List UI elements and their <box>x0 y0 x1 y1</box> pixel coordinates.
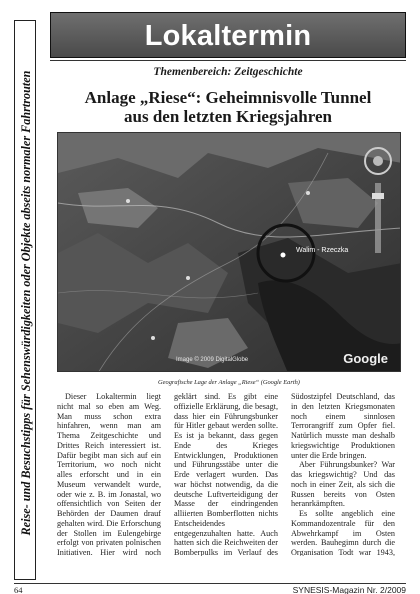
column-3-paragraph-1: Südostzipfel Deutschland, das in den letzten Kriegsmonaten noch einem sinnlosen Terrorangriff zum Opfer fiel. Natürlich musste man deshalb kriegswichtige Produktionen unter die Erde bringen. <box>291 392 395 460</box>
article-column-3 <box>291 392 395 556</box>
article-column-2 <box>174 392 278 556</box>
satellite-map-image <box>57 132 401 372</box>
side-band <box>14 20 36 580</box>
headline-line-2: aus den letzten Kriegsjahren <box>124 107 332 126</box>
article-column-1 <box>57 392 161 556</box>
article-headline <box>50 88 406 126</box>
section-label: Themenbereich: Zeitgeschichte <box>153 66 303 78</box>
map-attribution: Google <box>343 351 388 366</box>
map-place-label: Walim - Rzeczka <box>296 247 349 254</box>
satellite-map-drawing <box>58 133 401 372</box>
header-divider <box>50 60 406 61</box>
page-number: 64 <box>14 585 23 594</box>
map-copyright: Image © 2009 DigitalGlobe <box>176 357 249 363</box>
map-caption: Geografische Lage der Anlage „Riese“ (Google Earth) <box>158 379 300 386</box>
footer-divider <box>14 583 406 584</box>
header-title: Lokaltermin <box>144 20 312 52</box>
issue-label: SYNESIS-Magazin Nr. 2/2009 <box>292 585 406 594</box>
side-band-text: Reise- und Besuchstipps für Sehenswürdigkeiten oder Objekte abseits normaler Fahrtrouten <box>19 70 33 536</box>
column-1-paragraph-1: Dieser Lokaltermin liegt nicht mal so eben am Weg. Man muss schon extra hinfahren, wenn man am Thema Zeitgeschichte und Drittes Reich interessiert ist. Dafür begibt man sich auf ein Territorium, wo noch nicht alles erforscht und in ein Museum verwandelt wurde, oder wie z. B. im Jonastal, wo offensichtlich von Seiten der Behörden der Daumen drauf gehalten wird. Die Erforschung der Stollen im Eulengebirge erfolgt von privaten polnischen Initiativen. Hier wird noch <box>57 392 161 556</box>
section-header <box>50 12 406 58</box>
column-3-paragraph-3: Es sollte angeblich eine Kommandozentrale für den Abwehrkampf im Osten werden. Bauhegimn durch die Organisation Todt war 1943, <box>291 509 395 556</box>
column-2-paragraph-1: geklärt sind. Es gibt eine offizielle Erklärung, die besagt, dass hier ein Führungsbunker für Hitler gebaut werden sollte. Es ist ja bekannt, dass gegen Ende des Krieges Entwicklungen, Produktionen und Führungsstäbe unter die Erde verlagert wurden. Das war höchst notwendig, da die deutsche Luftverteidigung der Masse der eindringenden alliierten Bomberflotten nichts Entscheidendes entgegenzuhalten hatte. Auch hatten sich die Reichweiten der Bomberpulks im Verlauf des <box>174 392 278 556</box>
headline-line-1: Anlage „Riese“: Geheimnisvolle Tunnel <box>84 88 372 107</box>
column-3-paragraph-2: Aber Führungsbunker? War das kriegswichtig? Und das noch in einer Zeit, als sich die Russen bereits von Osten heranrkämpften. <box>291 460 395 509</box>
